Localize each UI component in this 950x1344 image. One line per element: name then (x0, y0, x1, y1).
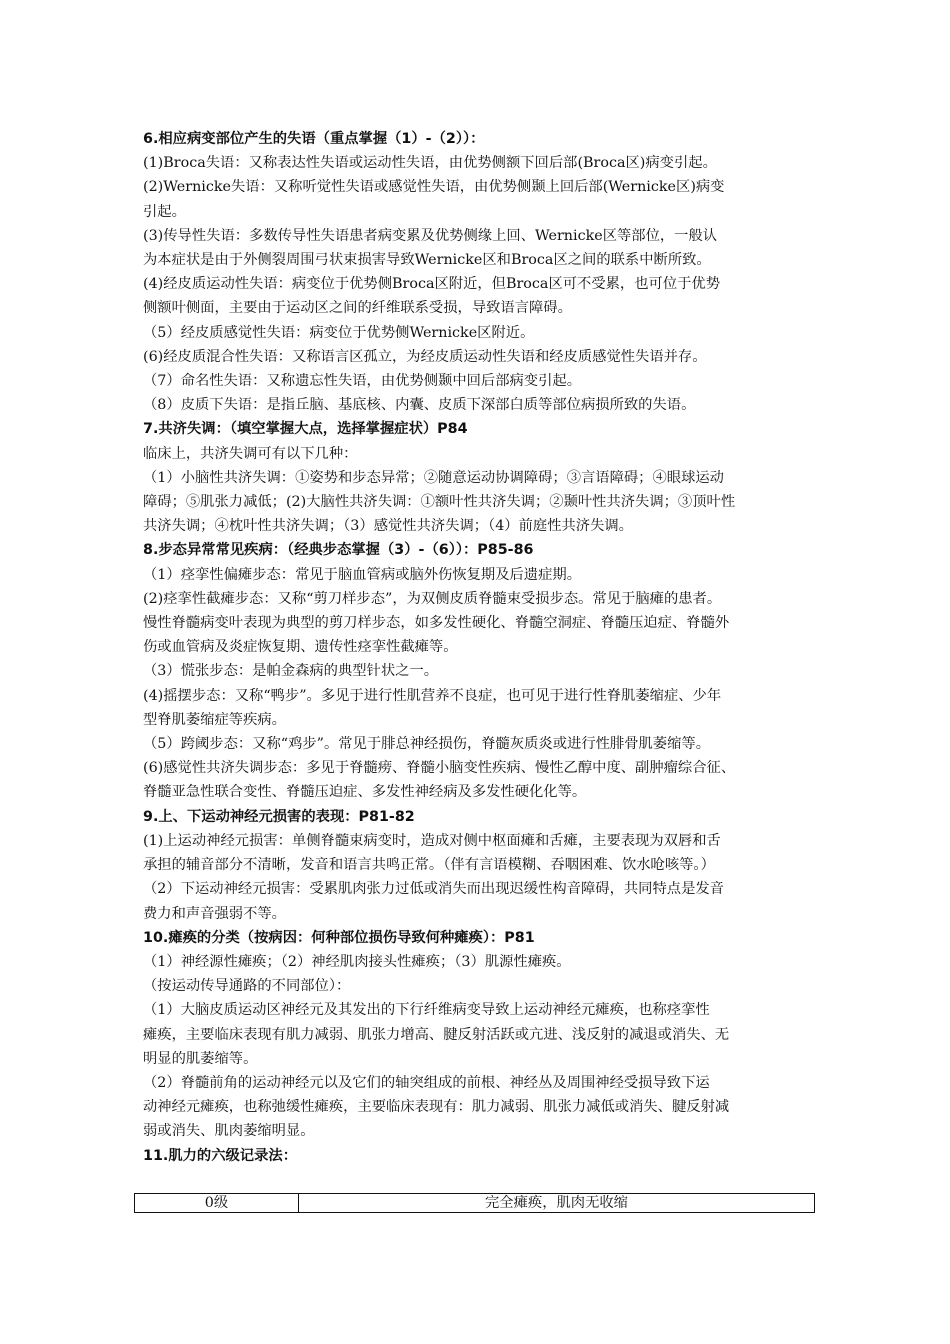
section-heading: 6.相应病变部位产生的失语（重点掌握（1）-（2））： (143, 131, 485, 147)
text-line: (2)Wernicke失语：又称听觉性失语或感觉性失语，由优势侧颞上回后部(Wernicke区)病变 (143, 179, 725, 196)
text-line: 障碍；⑤肌张力减低；(2)大脑性共济失调：①额叶性共济失调；②颞叶性共济失调；③顶叶性 (143, 494, 736, 511)
section-heading: 11.肌力的六级记录法： (143, 1147, 297, 1164)
text-line: （2）脊髓前角的运动神经元以及它们的轴突组成的前根、神经丛及周围神经受损导致下运 (143, 1074, 710, 1091)
text-line: （5）经皮质感觉性失语：病变位于优势侧Wernicke区附近。 (143, 324, 535, 341)
text-line: 伤或血管病及炎症恢复期、遗传性痉挛性截瘫等。 (143, 639, 458, 656)
text-line: 瘫痪，主要临床表现有肌力减弱、肌张力增高、腱反射活跃或亢进、浅反射的减退或消失、无 (143, 1026, 730, 1043)
text-line: 动神经元瘫痪，也称弛缓性瘫痪，主要临床表现有：肌力减弱、肌张力减低或消失、腱反射减 (143, 1099, 730, 1116)
text-line: 承担的辅音部分不清晰，发音和语言共鸣正常。（伴有言语模糊、吞咽困难、饮水呛咳等。） (143, 857, 715, 874)
text-line: 脊髓亚急性联合变性、脊髓压迫症、多发性神经病及多发性硬化化等。 (143, 784, 587, 801)
text-line: (6)感觉性共济失调步态：多见于脊髓痨、脊髓小脑变性疾病、慢性乙醇中度、副肿瘤综合征、 (143, 760, 736, 777)
section-heading: 7.共济失调：（填空掌握大点，选择掌握症状）P84 (143, 421, 468, 438)
text-line: (1)Broca失语：又称表达性失语或运动性失语，由优势侧额下回后部(Broca区)病变引起。 (143, 155, 717, 172)
document-body (143, 127, 823, 1168)
text-line: （1）神经源性瘫痪；（2）神经肌肉接头性瘫痪；（3）肌源性瘫痪。 (143, 953, 571, 970)
text-line: 慢性脊髓病变叶表现为典型的剪刀样步态，如多发性硬化、脊髓空洞症、脊髓压迫症、脊髓外 (143, 615, 730, 632)
grade-cell: 0级 (135, 1194, 299, 1213)
text-line: （7）命名性失语：又称遗忘性失语，由优势侧颞中回后部病变引起。 (143, 373, 581, 390)
text-line: (3)传导性失语：多数传导性失语患者病变累及优势侧缘上回、Wernicke区等部位，一般认 (143, 227, 718, 244)
text-line: （1）痉挛性偏瘫步态：常见于脑血管病或脑外伤恢复期及后遗症期。 (143, 566, 581, 583)
text-line: (6)经皮质混合性失语：又称语言区孤立，为经皮质运动性失语和经皮质感觉性失语并存。 (143, 348, 707, 365)
text-line: 引起。 (143, 203, 186, 220)
text-line: 型脊肌萎缩症等疾病。 (143, 711, 286, 728)
text-line: （5）跨阈步态：又称“鸡步”。常见于腓总神经损伤，脊髓灰质炎或进行性腓骨肌萎缩等。 (143, 736, 710, 753)
text-line: 明显的肌萎缩等。 (143, 1050, 258, 1067)
text-line: (4)经皮质运动性失语：病变位于优势侧Broca区附近，但Broca区可不受累，也可位于优势 (143, 276, 721, 293)
muscle-strength-table (134, 1193, 815, 1213)
text-line: 临床上，共济失调可有以下几种： (143, 445, 358, 462)
table-row (135, 1194, 815, 1213)
text-line: （1）小脑性共济失调：①姿势和步态异常；②随意运动协调障碍；③言语障碍；④眼球运动 (143, 469, 724, 486)
text-line: （2）下运动神经元损害：受累肌肉张力过低或消失而出现迟缓性构音障碍，共同特点是发音 (143, 881, 724, 898)
text-line: (2)痉挛性截瘫步态：又称“剪刀样步态”，为双侧皮质脊髓束受损步态。常见于脑瘫的患者。 (143, 590, 722, 607)
section-heading: 8.步态异常常见疾病：（经典步态掌握（3）-（6））：P85-86 (143, 542, 534, 559)
text-line: (1)上运动神经元损害：单侧脊髓束病变时，造成对侧中枢面瘫和舌瘫，主要表现为双唇和舌 (143, 832, 721, 849)
description-cell: 完全瘫痪，肌肉无收缩 (299, 1194, 815, 1213)
text-line: 侧额叶侧面，主要由于运动区之间的纤维联系受损，导致语言障碍。 (143, 300, 572, 317)
text-line: （3）慌张步态：是帕金森病的典型针状之一。 (143, 663, 439, 680)
text-line: 为本症状是由于外侧裂周围弓状束损害导致Wernicke区和Broca区之间的联系中断所致。 (143, 252, 711, 269)
section-heading: 9.上、下运动神经元损害的表现：P81-82 (143, 808, 415, 825)
section-heading: 10.瘫痪的分类（按病因：何种部位损伤导致何种瘫痪）：P81 (143, 929, 535, 946)
text-line: 弱或消失、肌肉萎缩明显。 (143, 1123, 315, 1140)
text-line: 共济失调；④枕叶性共济失调；（3）感觉性共济失调；（4）前庭性共济失调。 (143, 518, 633, 535)
text-line: （1）大脑皮质运动区神经元及其发出的下行纤维病变导致上运动神经元瘫痪，也称痉挛性 (143, 1002, 710, 1019)
text-line: （按运动传导通路的不同部位）： (143, 978, 351, 995)
text-line: 费力和声音强弱不等。 (143, 905, 286, 922)
text-line: (4)摇摆步态：又称“鸭步”。多见于进行性肌营养不良症，也可见于进行性脊肌萎缩症、少年 (143, 687, 722, 704)
text-line: （8）皮质下失语：是指丘脑、基底核、内囊、皮质下深部白质等部位病损所致的失语。 (143, 397, 696, 414)
